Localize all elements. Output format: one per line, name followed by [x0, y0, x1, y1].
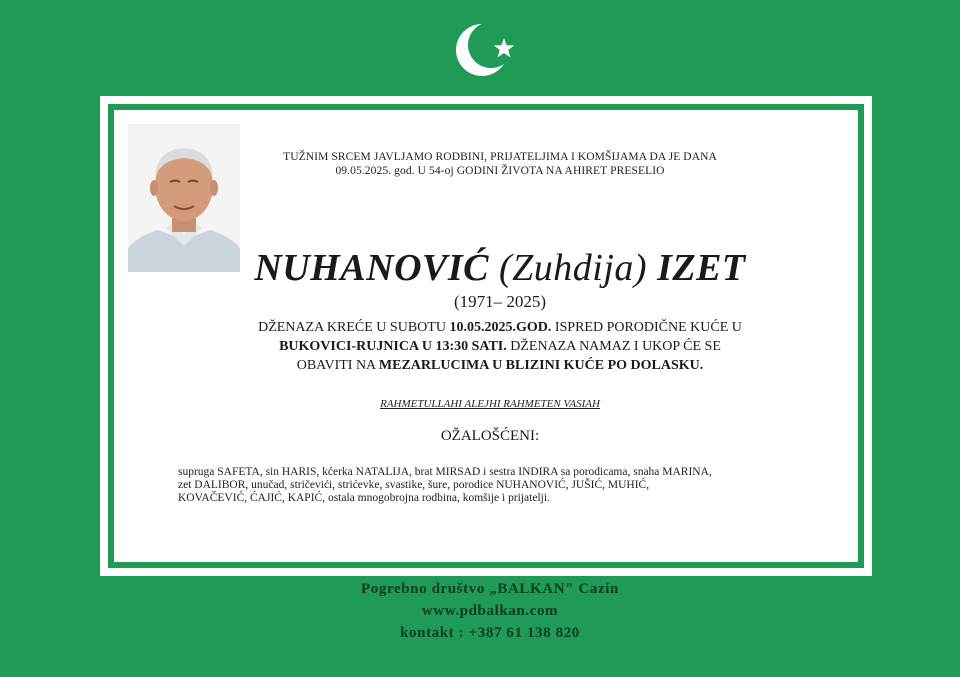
funeral-text-2: ISPRED PORODIČNE KUĆE U	[551, 320, 742, 335]
mourners-title: OŽALOŠĆENI:	[440, 428, 540, 444]
funeral-location-time: BUKOVICI-RUJNICA U 13:30 SATI.	[279, 339, 507, 354]
father-name: (Zuhdija)	[499, 247, 648, 289]
company-name: Pogrebno društvo „BALKAN" Cazin	[361, 581, 619, 597]
obituary-card	[100, 96, 872, 576]
announcement-intro	[260, 150, 740, 178]
burial-place: MEZARLUCIMA U BLIZINI KUĆE PO DOLASKU.	[378, 358, 704, 373]
funeral-home-footer	[280, 578, 700, 644]
funeral-line-2	[200, 337, 800, 356]
mourners-line-2: zet DALIBOR, unučad, stričevići, strićevke, svastike, šure, porodice NUHANOVIĆ, JUŠIĆ, MUHIĆ,	[178, 479, 650, 491]
life-years: (1971– 2025)	[453, 292, 547, 311]
portrait-photo	[128, 124, 240, 272]
funeral-text-1: DŽENAZA KREĆE U SUBOTU	[258, 320, 450, 335]
funeral-date: 10.05.2025.GOD.	[449, 320, 552, 335]
funeral-text-3: DŽENAZA NAMAZ I UKOP ĆE SE	[506, 339, 721, 354]
intro-line-1: TUŽNIM SRCEM JAVLJAMO RODBINI, PRIJATELJIMA I KOMŠIJAMA DA JE DANA	[283, 151, 717, 163]
contact-phone: kontakt : +387 61 138 820	[400, 625, 580, 641]
deceased-given-name: IZET	[657, 247, 746, 289]
mourners-list	[178, 466, 818, 505]
mourners-line-3: KOVAČEVIĆ, ĆAJIĆ, KAPIĆ, ostala mnogobrojna rodbina, komšije i prijatelji.	[178, 492, 550, 504]
prayer-line: RAHMETULLAHI ALEJHI RAHMETEN VASIAH	[380, 398, 600, 410]
website-link[interactable]: www.pdbalkan.com	[421, 603, 559, 619]
funeral-text-4: OBAVITI NA	[296, 358, 379, 373]
funeral-line-3	[200, 356, 800, 375]
crescent-star-icon	[448, 14, 520, 86]
intro-line-2: 09.05.2025. god. U 54-oj GODINI ŽIVOTA NA AHIRET PRESELIO	[335, 165, 665, 177]
deceased-surname: NUHANOVIĆ	[254, 247, 490, 289]
funeral-line-1	[200, 318, 800, 337]
deceased-name	[250, 246, 750, 290]
mourners-line-1: supruga SAFETA, sin HARIS, kćerka NATALIJA, brat MIRSAD i sestra INDIRA sa porodicama, snaha MARINA,	[178, 466, 712, 478]
funeral-details	[200, 318, 800, 375]
